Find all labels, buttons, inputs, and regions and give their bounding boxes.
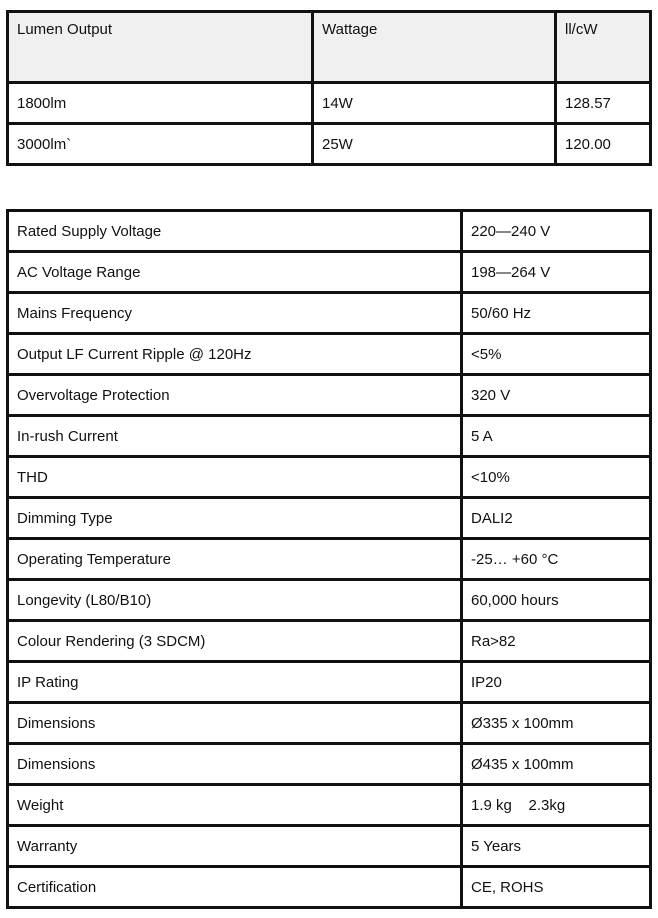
lumen-output-table <box>6 10 652 166</box>
cell-efficacy: 128.57 <box>556 83 651 124</box>
spec-row-ac-voltage-range <box>8 252 651 293</box>
spec-label: Operating Temperature <box>8 539 462 580</box>
spec-label: IP Rating <box>8 662 462 703</box>
spec-label: Dimensions <box>8 703 462 744</box>
spec-label: Longevity (L80/B10) <box>8 580 462 621</box>
spec-label: In-rush Current <box>8 416 462 457</box>
spec-row-operating-temperature <box>8 539 651 580</box>
spec-row-colour-rendering <box>8 621 651 662</box>
spec-label: AC Voltage Range <box>8 252 462 293</box>
cell-efficacy: 120.00 <box>556 124 651 165</box>
spec-label: Output LF Current Ripple @ 120Hz <box>8 334 462 375</box>
cell-wattage: 14W <box>313 83 556 124</box>
spec-label: Weight <box>8 785 462 826</box>
spec-value: 1.9 kg 2.3kg <box>462 785 651 826</box>
spec-label: Overvoltage Protection <box>8 375 462 416</box>
table-row <box>8 124 651 165</box>
spec-value: DALI2 <box>462 498 651 539</box>
spec-row-dimensions <box>8 703 651 744</box>
spec-row-weight <box>8 785 651 826</box>
spec-row-dimming-type <box>8 498 651 539</box>
spec-row-dimensions <box>8 744 651 785</box>
spec-row-certification <box>8 867 651 908</box>
cell-lumen-output: 3000lm` <box>8 124 313 165</box>
spec-label: Warranty <box>8 826 462 867</box>
spec-value: 220—240 V <box>462 211 651 252</box>
spec-value: -25… +60 °C <box>462 539 651 580</box>
spec-value: IP20 <box>462 662 651 703</box>
spec-value: 320 V <box>462 375 651 416</box>
spec-value: <5% <box>462 334 651 375</box>
spec-value: Ra>82 <box>462 621 651 662</box>
cell-lumen-output: 1800lm <box>8 83 313 124</box>
spec-value: 50/60 Hz <box>462 293 651 334</box>
spec-row-thd <box>8 457 651 498</box>
spec-value: 5 A <box>462 416 651 457</box>
spec-label: Mains Frequency <box>8 293 462 334</box>
spec-label: Dimensions <box>8 744 462 785</box>
spec-row-ip-rating <box>8 662 651 703</box>
spec-row-mains-frequency <box>8 293 651 334</box>
spec-row-warranty <box>8 826 651 867</box>
header-efficacy: ll/cW <box>556 12 651 83</box>
spec-row-inrush-current <box>8 416 651 457</box>
spec-value: 5 Years <box>462 826 651 867</box>
spec-label: Dimming Type <box>8 498 462 539</box>
spec-row-overvoltage-protection <box>8 375 651 416</box>
table-row <box>8 83 651 124</box>
spec-value: 60,000 hours <box>462 580 651 621</box>
spec-label: Colour Rendering (3 SDCM) <box>8 621 462 662</box>
cell-wattage: 25W <box>313 124 556 165</box>
spec-value: Ø435 x 100mm <box>462 744 651 785</box>
spec-label: THD <box>8 457 462 498</box>
table-header-row <box>8 12 651 83</box>
spec-value: 198—264 V <box>462 252 651 293</box>
spec-row-longevity <box>8 580 651 621</box>
spec-row-rated-supply-voltage <box>8 211 651 252</box>
spec-label: Certification <box>8 867 462 908</box>
specifications-table <box>6 209 652 909</box>
header-lumen-output: Lumen Output <box>8 12 313 83</box>
spec-value: <10% <box>462 457 651 498</box>
spec-value: CE, ROHS <box>462 867 651 908</box>
spec-row-current-ripple <box>8 334 651 375</box>
spec-value: Ø335 x 100mm <box>462 703 651 744</box>
header-wattage: Wattage <box>313 12 556 83</box>
spec-label: Rated Supply Voltage <box>8 211 462 252</box>
